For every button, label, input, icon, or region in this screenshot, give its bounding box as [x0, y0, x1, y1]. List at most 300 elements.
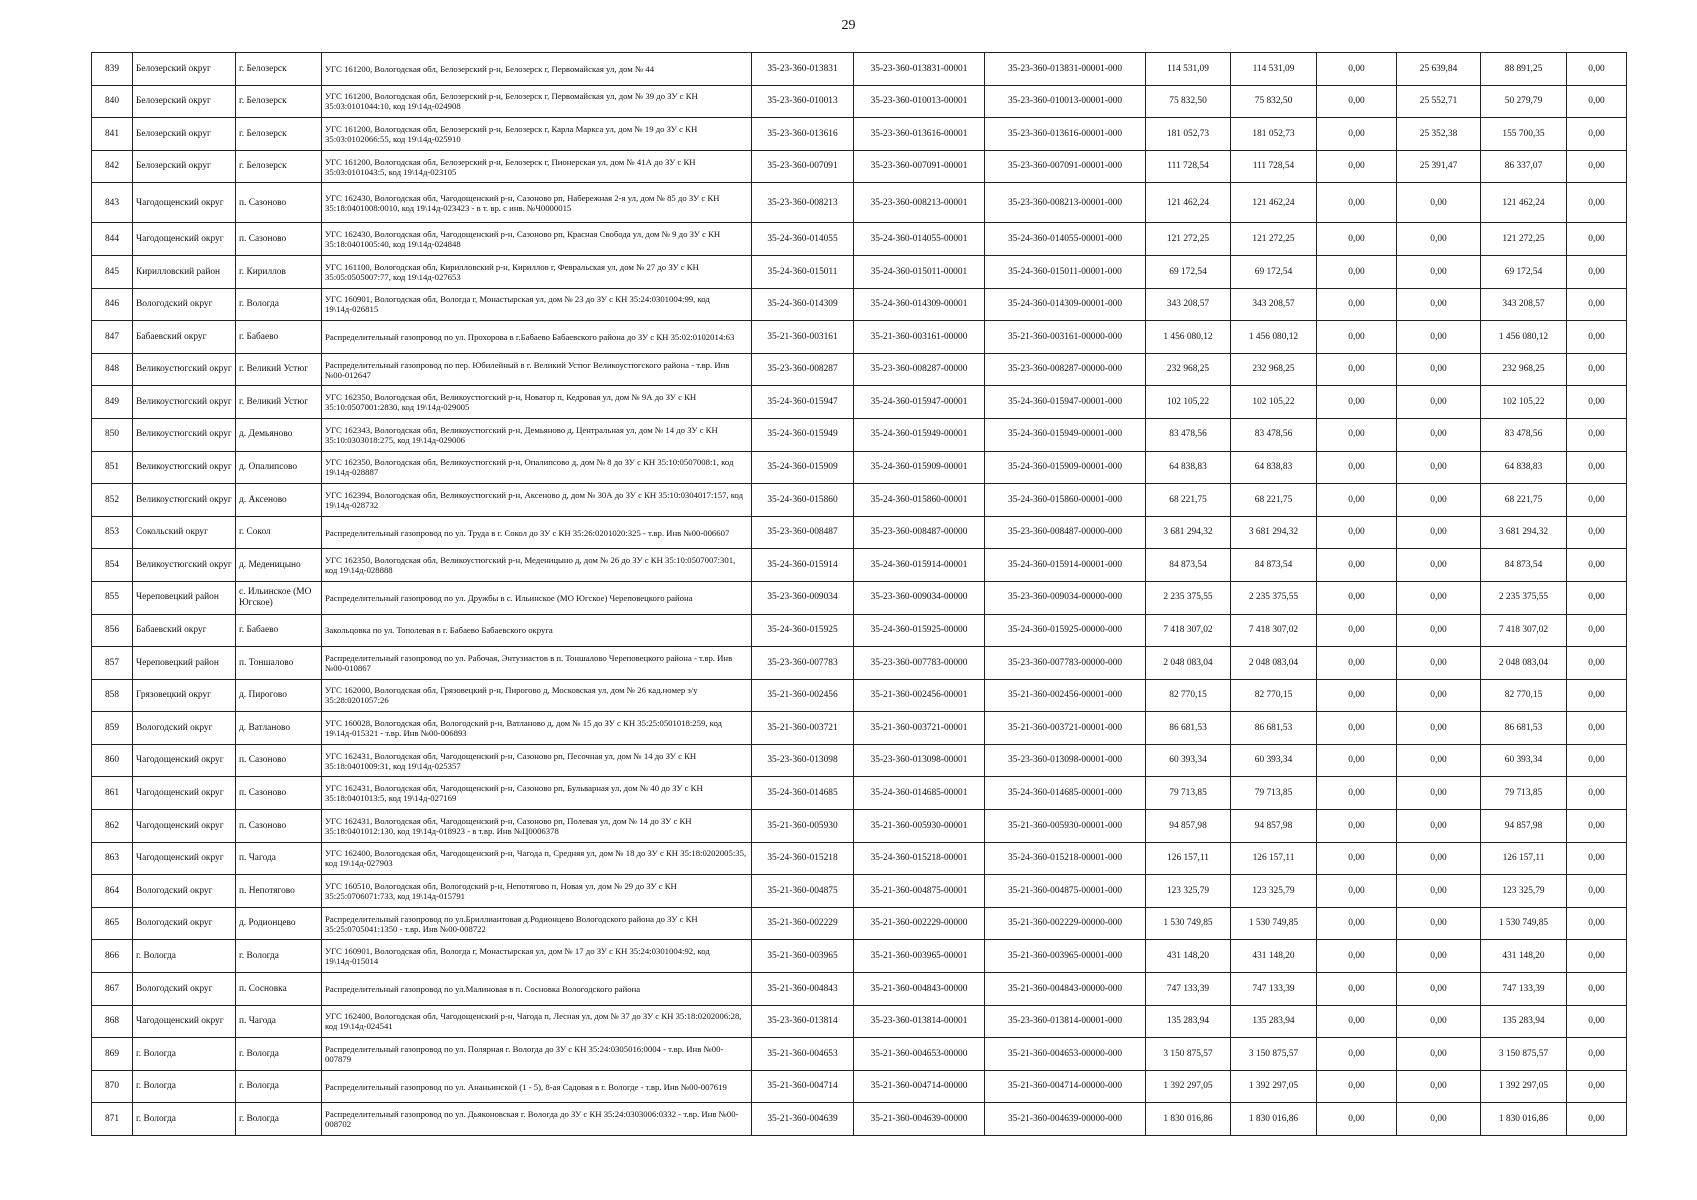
- object-code-cell: 35-24-360-015925: [752, 614, 854, 647]
- amount-cell: 0,00: [1567, 1103, 1627, 1136]
- full-id-cell: 35-23-360-013831-00001-000: [985, 53, 1146, 86]
- object-code-cell: 35-21-360-005930: [752, 810, 854, 843]
- amount-cell: 135 283,94: [1231, 1005, 1317, 1038]
- address-cell: УГС 162431, Вологодская обл, Чагодощенский р-н, Сазоново рп, Полевая ул, дом № 14 до ЗУ с КН 35:18:0401012:130, код 19\14д-018923 - в т.вр. Инв №Ц0006378: [322, 810, 752, 843]
- object-code-cell: 35-23-360-009034: [752, 581, 854, 614]
- table-row: [92, 183, 1627, 223]
- full-id-cell: 35-23-360-013814-00001-000: [985, 1005, 1146, 1038]
- settlement-cell: п. Сосновка: [236, 973, 322, 1006]
- object-code-cell: 35-21-360-004714: [752, 1070, 854, 1103]
- district-cell: Череповецкий район: [133, 647, 236, 680]
- address-cell: УГС 162430, Вологодская обл, Чагодощенский р-н, Сазоново рп, Красная Свобода ул, дом № 9 до ЗУ с КН 35:18:0401005:40, код 19\14д-024848: [322, 223, 752, 256]
- object-code-cell: 35-24-360-015947: [752, 386, 854, 419]
- amount-cell: 25 552,71: [1397, 85, 1481, 118]
- full-id-cell: 35-21-360-003965-00001-000: [985, 940, 1146, 973]
- address-cell: УГС 160510, Вологодская обл, Вологодский р-н, Непотягово п, Новая ул, дом № 29 до ЗУ с КН 35:25:0706071:733, код 19\14д-015791: [322, 875, 752, 908]
- row-number: 845: [92, 255, 133, 288]
- amount-cell: 0,00: [1317, 907, 1397, 940]
- amount-cell: 0,00: [1397, 1103, 1481, 1136]
- district-cell: Чагодощенский округ: [133, 223, 236, 256]
- settlement-cell: п. Чагода: [236, 842, 322, 875]
- settlement-cell: с. Ильинское (МО Югское): [236, 581, 322, 614]
- district-cell: Вологодский округ: [133, 875, 236, 908]
- object-code-cell: 35-21-360-004875: [752, 875, 854, 908]
- row-number: 870: [92, 1070, 133, 1103]
- amount-cell: 1 392 297,05: [1481, 1070, 1567, 1103]
- settlement-cell: д. Демьяново: [236, 418, 322, 451]
- settlement-cell: п. Сазоново: [236, 777, 322, 810]
- amount-cell: 343 208,57: [1231, 288, 1317, 321]
- settlement-cell: г. Белозерск: [236, 150, 322, 183]
- district-cell: Великоустюгский округ: [133, 353, 236, 386]
- amount-cell: 0,00: [1397, 614, 1481, 647]
- object-id-cell: 35-24-360-015218-00001: [854, 842, 985, 875]
- amount-cell: 114 531,09: [1146, 53, 1231, 86]
- amount-cell: 2 048 083,04: [1481, 647, 1567, 680]
- amount-cell: 0,00: [1317, 418, 1397, 451]
- object-code-cell: 35-24-360-015914: [752, 549, 854, 582]
- amount-cell: 3 681 294,32: [1231, 516, 1317, 549]
- address-cell: Распределительный газопровод по ул. Полярная г. Вологда до ЗУ с КН 35:24:0305016:0004 - т.вр. Инв №00-007879: [322, 1038, 752, 1071]
- object-code-cell: 35-23-360-007783: [752, 647, 854, 680]
- row-number: 861: [92, 777, 133, 810]
- amount-cell: 64 838,83: [1481, 451, 1567, 484]
- row-number: 862: [92, 810, 133, 843]
- amount-cell: 121 462,24: [1481, 183, 1567, 223]
- settlement-cell: п. Сазоново: [236, 744, 322, 777]
- amount-cell: 25 639,84: [1397, 53, 1481, 86]
- amount-cell: 3 150 875,57: [1146, 1038, 1231, 1071]
- amount-cell: 2 048 083,04: [1231, 647, 1317, 680]
- amount-cell: 0,00: [1567, 679, 1627, 712]
- object-code-cell: 35-23-360-013831: [752, 53, 854, 86]
- table-row: [92, 1103, 1627, 1136]
- row-number: 850: [92, 418, 133, 451]
- amount-cell: 0,00: [1317, 549, 1397, 582]
- amount-cell: 0,00: [1397, 321, 1481, 354]
- table-row: [92, 712, 1627, 745]
- full-id-cell: 35-21-360-002456-00001-000: [985, 679, 1146, 712]
- amount-cell: 0,00: [1317, 255, 1397, 288]
- full-id-cell: 35-23-360-008487-00000-000: [985, 516, 1146, 549]
- settlement-cell: д. Ватланово: [236, 712, 322, 745]
- table-row: [92, 679, 1627, 712]
- amount-cell: 1 530 749,85: [1481, 907, 1567, 940]
- row-number: 841: [92, 118, 133, 151]
- amount-cell: 126 157,11: [1146, 842, 1231, 875]
- row-number: 857: [92, 647, 133, 680]
- object-code-cell: 35-24-360-014309: [752, 288, 854, 321]
- object-id-cell: 35-23-360-008487-00000: [854, 516, 985, 549]
- full-id-cell: 35-21-360-004714-00000-000: [985, 1070, 1146, 1103]
- settlement-cell: г. Бабаево: [236, 614, 322, 647]
- amount-cell: 121 272,25: [1146, 223, 1231, 256]
- amount-cell: 114 531,09: [1231, 53, 1317, 86]
- object-code-cell: 35-21-360-004653: [752, 1038, 854, 1071]
- amount-cell: 1 530 749,85: [1231, 907, 1317, 940]
- table-row: [92, 744, 1627, 777]
- object-code-cell: 35-24-360-015011: [752, 255, 854, 288]
- full-id-cell: 35-24-360-015218-00001-000: [985, 842, 1146, 875]
- amount-cell: 1 830 016,86: [1146, 1103, 1231, 1136]
- table-row: [92, 150, 1627, 183]
- object-code-cell: 35-23-360-013616: [752, 118, 854, 151]
- amount-cell: 0,00: [1397, 647, 1481, 680]
- full-id-cell: 35-24-360-015949-00001-000: [985, 418, 1146, 451]
- table-row: [92, 53, 1627, 86]
- amount-cell: 0,00: [1317, 53, 1397, 86]
- amount-cell: 82 770,15: [1146, 679, 1231, 712]
- amount-cell: 0,00: [1567, 777, 1627, 810]
- row-number: 848: [92, 353, 133, 386]
- amount-cell: 3 681 294,32: [1146, 516, 1231, 549]
- amount-cell: 232 968,25: [1231, 353, 1317, 386]
- amount-cell: 64 838,83: [1231, 451, 1317, 484]
- amount-cell: 0,00: [1397, 288, 1481, 321]
- amount-cell: 0,00: [1397, 712, 1481, 745]
- amount-cell: 79 713,85: [1231, 777, 1317, 810]
- object-code-cell: 35-21-360-002229: [752, 907, 854, 940]
- amount-cell: 343 208,57: [1481, 288, 1567, 321]
- amount-cell: 0,00: [1567, 647, 1627, 680]
- table-row: [92, 353, 1627, 386]
- amount-cell: 343 208,57: [1146, 288, 1231, 321]
- address-cell: Распределительный газопровод по ул. Рабочая, Энтузиастов в п. Тоншалово Череповецкого района - т.вр. Инв №00-010867: [322, 647, 752, 680]
- amount-cell: 0,00: [1317, 321, 1397, 354]
- object-id-cell: 35-21-360-003721-00001: [854, 712, 985, 745]
- full-id-cell: 35-24-360-015947-00001-000: [985, 386, 1146, 419]
- address-cell: УГС 162430, Вологодская обл, Чагодощенский р-н, Сазоново рп, Набережная 2-я ул, дом № 85 до ЗУ с КН 35:18:0401008:0010, код 19\14д-023423 - в т. вр. с инв. №Ч0000015: [322, 183, 752, 223]
- full-id-cell: 35-24-360-015860-00001-000: [985, 484, 1146, 517]
- object-code-cell: 35-23-360-007091: [752, 150, 854, 183]
- amount-cell: 0,00: [1567, 353, 1627, 386]
- object-code-cell: 35-24-360-015949: [752, 418, 854, 451]
- district-cell: Великоустюгский округ: [133, 386, 236, 419]
- address-cell: УГС 162350, Вологодская обл, Великоустюгский р-н, Опалипсово д, дом № 8 до ЗУ с КН 35:10:0507008:1, код 19\14д-028887: [322, 451, 752, 484]
- district-cell: Великоустюгский округ: [133, 418, 236, 451]
- amount-cell: 0,00: [1317, 85, 1397, 118]
- address-cell: Распределительный газопровод по ул. Прохорова в г.Бабаево Бабаевского района до ЗУ с КН 35:02:0102014:63: [322, 321, 752, 354]
- district-cell: г. Вологда: [133, 1070, 236, 1103]
- address-cell: Распределительный газопровод по ул. Дьяконовская г. Вологда до ЗУ с КН 35:24:0303006:0332 - т.вр. Инв №00-008702: [322, 1103, 752, 1136]
- district-cell: Чагодощенский округ: [133, 777, 236, 810]
- object-id-cell: 35-24-360-014309-00001: [854, 288, 985, 321]
- amount-cell: 135 283,94: [1481, 1005, 1567, 1038]
- row-number: 840: [92, 85, 133, 118]
- amount-cell: 0,00: [1317, 150, 1397, 183]
- district-cell: Вологодский округ: [133, 907, 236, 940]
- amount-cell: 0,00: [1397, 549, 1481, 582]
- address-cell: Распределительный газопровод по ул. Ананьинской (1 - 5), 8-ая Садовая в г. Вологде - т.вр. Инв №00-007619: [322, 1070, 752, 1103]
- table-row: [92, 223, 1627, 256]
- address-cell: УГС 162350, Вологодская обл, Великоустюгский р-н, Новатор п, Кедровая ул, дом № 9А до ЗУ с КН 35:10:0507001:2830, код 19\14д-029005: [322, 386, 752, 419]
- amount-cell: 0,00: [1317, 875, 1397, 908]
- amount-cell: 1 456 080,12: [1231, 321, 1317, 354]
- district-cell: Белозерский округ: [133, 85, 236, 118]
- amount-cell: 7 418 307,02: [1481, 614, 1567, 647]
- object-code-cell: 35-21-360-004843: [752, 973, 854, 1006]
- amount-cell: 2 235 375,55: [1481, 581, 1567, 614]
- amount-cell: 0,00: [1317, 288, 1397, 321]
- amount-cell: 2 235 375,55: [1231, 581, 1317, 614]
- amount-cell: 0,00: [1567, 223, 1627, 256]
- object-id-cell: 35-24-360-015925-00000: [854, 614, 985, 647]
- row-number: 844: [92, 223, 133, 256]
- row-number: 839: [92, 53, 133, 86]
- district-cell: Череповецкий район: [133, 581, 236, 614]
- amount-cell: 2 048 083,04: [1146, 647, 1231, 680]
- full-id-cell: 35-24-360-014309-00001-000: [985, 288, 1146, 321]
- amount-cell: 111 728,54: [1231, 150, 1317, 183]
- full-id-cell: 35-24-360-015925-00000-000: [985, 614, 1146, 647]
- full-id-cell: 35-23-360-008287-00000-000: [985, 353, 1146, 386]
- amount-cell: 83 478,56: [1481, 418, 1567, 451]
- settlement-cell: г. Белозерск: [236, 85, 322, 118]
- address-cell: УГС 162350, Вологодская обл, Великоустюгский р-н, Меденицыно д, дом № 26 до ЗУ с КН 35:10:0507007:301, код 19\14д-028888: [322, 549, 752, 582]
- amount-cell: 0,00: [1397, 1038, 1481, 1071]
- amount-cell: 88 891,25: [1481, 53, 1567, 86]
- full-id-cell: 35-24-360-014685-00001-000: [985, 777, 1146, 810]
- amount-cell: 121 272,25: [1481, 223, 1567, 256]
- amount-cell: 0,00: [1317, 810, 1397, 843]
- amount-cell: 0,00: [1397, 875, 1481, 908]
- amount-cell: 0,00: [1567, 288, 1627, 321]
- district-cell: Чагодощенский округ: [133, 183, 236, 223]
- address-cell: Распределительный газопровод по ул.Малиновая в п. Сосновка Вологодского района: [322, 973, 752, 1006]
- row-number: 866: [92, 940, 133, 973]
- object-code-cell: 35-23-360-013098: [752, 744, 854, 777]
- object-code-cell: 35-23-360-008287: [752, 353, 854, 386]
- district-cell: Вологодский округ: [133, 712, 236, 745]
- object-code-cell: 35-24-360-014055: [752, 223, 854, 256]
- amount-cell: 747 133,39: [1146, 973, 1231, 1006]
- amount-cell: 0,00: [1317, 183, 1397, 223]
- district-cell: Сокольский округ: [133, 516, 236, 549]
- amount-cell: 0,00: [1567, 516, 1627, 549]
- table-row: [92, 940, 1627, 973]
- address-cell: Закольцовка по ул. Тополевая в г. Бабаево Бабаевского округа: [322, 614, 752, 647]
- table-row: [92, 288, 1627, 321]
- table-row: [92, 973, 1627, 1006]
- amount-cell: 0,00: [1317, 712, 1397, 745]
- address-cell: УГС 162343, Вологодская обл, Великоустюгский р-н, Демьяново д, Центральная ул, дом № 14 до ЗУ с КН 35:10:0303018:275, код 19\14д-029006: [322, 418, 752, 451]
- object-code-cell: 35-21-360-003965: [752, 940, 854, 973]
- district-cell: Великоустюгский округ: [133, 484, 236, 517]
- amount-cell: 0,00: [1317, 484, 1397, 517]
- full-id-cell: 35-23-360-009034-00000-000: [985, 581, 1146, 614]
- amount-cell: 86 681,53: [1231, 712, 1317, 745]
- amount-cell: 1 456 080,12: [1481, 321, 1567, 354]
- object-id-cell: 35-23-360-008213-00001: [854, 183, 985, 223]
- amount-cell: 0,00: [1567, 451, 1627, 484]
- object-code-cell: 35-21-360-003721: [752, 712, 854, 745]
- amount-cell: 0,00: [1567, 581, 1627, 614]
- amount-cell: 232 968,25: [1481, 353, 1567, 386]
- table-row: [92, 614, 1627, 647]
- settlement-cell: г. Сокол: [236, 516, 322, 549]
- district-cell: Белозерский округ: [133, 53, 236, 86]
- full-id-cell: 35-21-360-004639-00000-000: [985, 1103, 1146, 1136]
- amount-cell: 0,00: [1567, 973, 1627, 1006]
- address-cell: УГС 161200, Вологодская обл, Белозерский р-н, Белозерск г, Первомайская ул, дом № 39 до ЗУ с КН 35:03:0101044:10, код 19\14д-024908: [322, 85, 752, 118]
- amount-cell: 25 352,38: [1397, 118, 1481, 151]
- table-row: [92, 810, 1627, 843]
- object-code-cell: 35-23-360-008213: [752, 183, 854, 223]
- amount-cell: 0,00: [1567, 614, 1627, 647]
- amount-cell: 0,00: [1317, 223, 1397, 256]
- settlement-cell: п. Тоншалово: [236, 647, 322, 680]
- amount-cell: 121 272,25: [1231, 223, 1317, 256]
- settlement-cell: г. Вологда: [236, 940, 322, 973]
- address-cell: УГС 162431, Вологодская обл, Чагодощенский р-н, Сазоново рп, Бульварная ул, дом № 40 до ЗУ с КН 35:18:0401013:5, код 19\14д-027169: [322, 777, 752, 810]
- amount-cell: 431 148,20: [1481, 940, 1567, 973]
- settlement-cell: п. Сазоново: [236, 810, 322, 843]
- settlement-cell: д. Опалипсово: [236, 451, 322, 484]
- row-number: 855: [92, 581, 133, 614]
- row-number: 851: [92, 451, 133, 484]
- amount-cell: 0,00: [1567, 1005, 1627, 1038]
- amount-cell: 747 133,39: [1481, 973, 1567, 1006]
- amount-cell: 84 873,54: [1231, 549, 1317, 582]
- full-id-cell: 35-21-360-004875-00001-000: [985, 875, 1146, 908]
- district-cell: г. Вологда: [133, 1103, 236, 1136]
- object-code-cell: 35-23-360-008487: [752, 516, 854, 549]
- amount-cell: 0,00: [1567, 549, 1627, 582]
- district-cell: Белозерский округ: [133, 118, 236, 151]
- object-id-cell: 35-23-360-013098-00001: [854, 744, 985, 777]
- amount-cell: 0,00: [1567, 321, 1627, 354]
- amount-cell: 0,00: [1397, 940, 1481, 973]
- amount-cell: 75 832,50: [1146, 85, 1231, 118]
- amount-cell: 0,00: [1567, 842, 1627, 875]
- full-id-cell: 35-21-360-004653-00000-000: [985, 1038, 1146, 1071]
- amount-cell: 0,00: [1397, 842, 1481, 875]
- address-cell: Распределительный газопровод по ул. Труда в г. Сокол до ЗУ с КН 35:26:0201020:325 - т.вр. Инв №00-006607: [322, 516, 752, 549]
- object-id-cell: 35-24-360-014055-00001: [854, 223, 985, 256]
- settlement-cell: г. Белозерск: [236, 118, 322, 151]
- table-row: [92, 1038, 1627, 1071]
- amount-cell: 86 681,53: [1146, 712, 1231, 745]
- address-cell: Распределительный газопровод по ул.Бриллиантовая д.Родионцево Вологодского района до ЗУ с КН 35:25:0705041:1350 - т.вр. Инв №00-008722: [322, 907, 752, 940]
- object-id-cell: 35-24-360-015949-00001: [854, 418, 985, 451]
- settlement-cell: п. Сазоново: [236, 183, 322, 223]
- amount-cell: 3 681 294,32: [1481, 516, 1567, 549]
- table-row: [92, 255, 1627, 288]
- district-cell: Белозерский округ: [133, 150, 236, 183]
- full-id-cell: 35-21-360-002229-00000-000: [985, 907, 1146, 940]
- amount-cell: 3 150 875,57: [1231, 1038, 1317, 1071]
- object-id-cell: 35-24-360-015011-00001: [854, 255, 985, 288]
- object-id-cell: 35-21-360-004714-00000: [854, 1070, 985, 1103]
- amount-cell: 94 857,98: [1146, 810, 1231, 843]
- object-id-cell: 35-24-360-015914-00001: [854, 549, 985, 582]
- row-number: 847: [92, 321, 133, 354]
- object-id-cell: 35-24-360-015909-00001: [854, 451, 985, 484]
- object-code-cell: 35-21-360-003161: [752, 321, 854, 354]
- district-cell: Бабаевский округ: [133, 321, 236, 354]
- object-id-cell: 35-21-360-004843-00000: [854, 973, 985, 1006]
- amount-cell: 0,00: [1567, 255, 1627, 288]
- object-code-cell: 35-24-360-015860: [752, 484, 854, 517]
- amount-cell: 0,00: [1397, 386, 1481, 419]
- amount-cell: 0,00: [1397, 679, 1481, 712]
- row-number: 864: [92, 875, 133, 908]
- amount-cell: 0,00: [1397, 451, 1481, 484]
- amount-cell: 0,00: [1567, 53, 1627, 86]
- amount-cell: 0,00: [1567, 118, 1627, 151]
- district-cell: Великоустюгский округ: [133, 451, 236, 484]
- amount-cell: 75 832,50: [1231, 85, 1317, 118]
- amount-cell: 86 337,07: [1481, 150, 1567, 183]
- settlement-cell: г. Белозерск: [236, 53, 322, 86]
- settlement-cell: д. Родионцево: [236, 907, 322, 940]
- table-row: [92, 118, 1627, 151]
- address-cell: УГС 162400, Вологодская обл, Чагодощенский р-н, Чагода п, Средняя ул, дом № 18 до ЗУ с КН 35:18:0202005:35, код 19\14д-027903: [322, 842, 752, 875]
- amount-cell: 232 968,25: [1146, 353, 1231, 386]
- district-cell: г. Вологда: [133, 1038, 236, 1071]
- settlement-cell: г. Великий Устюг: [236, 386, 322, 419]
- settlement-cell: п. Чагода: [236, 1005, 322, 1038]
- amount-cell: 69 172,54: [1146, 255, 1231, 288]
- district-cell: Чагодощенский округ: [133, 744, 236, 777]
- table-row: [92, 581, 1627, 614]
- amount-cell: 64 838,83: [1146, 451, 1231, 484]
- object-id-cell: 35-21-360-003965-00001: [854, 940, 985, 973]
- amount-cell: 0,00: [1317, 744, 1397, 777]
- amount-cell: 0,00: [1317, 1103, 1397, 1136]
- amount-cell: 123 325,79: [1231, 875, 1317, 908]
- full-id-cell: 35-23-360-007783-00000-000: [985, 647, 1146, 680]
- district-cell: Кирилловский район: [133, 255, 236, 288]
- settlement-cell: г. Бабаево: [236, 321, 322, 354]
- amount-cell: 102 105,22: [1146, 386, 1231, 419]
- amount-cell: 102 105,22: [1481, 386, 1567, 419]
- object-id-cell: 35-23-360-007783-00000: [854, 647, 985, 680]
- amount-cell: 126 157,11: [1231, 842, 1317, 875]
- amount-cell: 0,00: [1567, 484, 1627, 517]
- amount-cell: 68 221,75: [1231, 484, 1317, 517]
- amount-cell: 0,00: [1317, 647, 1397, 680]
- amount-cell: 123 325,79: [1146, 875, 1231, 908]
- object-id-cell: 35-21-360-002229-00000: [854, 907, 985, 940]
- object-code-cell: 35-21-360-002456: [752, 679, 854, 712]
- amount-cell: 111 728,54: [1146, 150, 1231, 183]
- full-id-cell: 35-21-360-004843-00000-000: [985, 973, 1146, 1006]
- amount-cell: 1 456 080,12: [1146, 321, 1231, 354]
- amount-cell: 155 700,35: [1481, 118, 1567, 151]
- amount-cell: 83 478,56: [1146, 418, 1231, 451]
- full-id-cell: 35-21-360-005930-00001-000: [985, 810, 1146, 843]
- object-id-cell: 35-23-360-010013-00001: [854, 85, 985, 118]
- row-number: 854: [92, 549, 133, 582]
- amount-cell: 84 873,54: [1481, 549, 1567, 582]
- object-id-cell: 35-23-360-013616-00001: [854, 118, 985, 151]
- district-cell: Вологодский округ: [133, 973, 236, 1006]
- row-number: 865: [92, 907, 133, 940]
- amount-cell: 84 873,54: [1146, 549, 1231, 582]
- amount-cell: 135 283,94: [1146, 1005, 1231, 1038]
- table-row: [92, 386, 1627, 419]
- amount-cell: 60 393,34: [1231, 744, 1317, 777]
- row-number: 856: [92, 614, 133, 647]
- amount-cell: 181 052,73: [1231, 118, 1317, 151]
- address-cell: Распределительный газопровод по ул. Дружбы в с. Ильинское (МО Югское) Череповецкого района: [322, 581, 752, 614]
- full-id-cell: 35-24-360-015914-00001-000: [985, 549, 1146, 582]
- amount-cell: 0,00: [1567, 386, 1627, 419]
- amount-cell: 0,00: [1397, 581, 1481, 614]
- amount-cell: 60 393,34: [1481, 744, 1567, 777]
- row-number: 859: [92, 712, 133, 745]
